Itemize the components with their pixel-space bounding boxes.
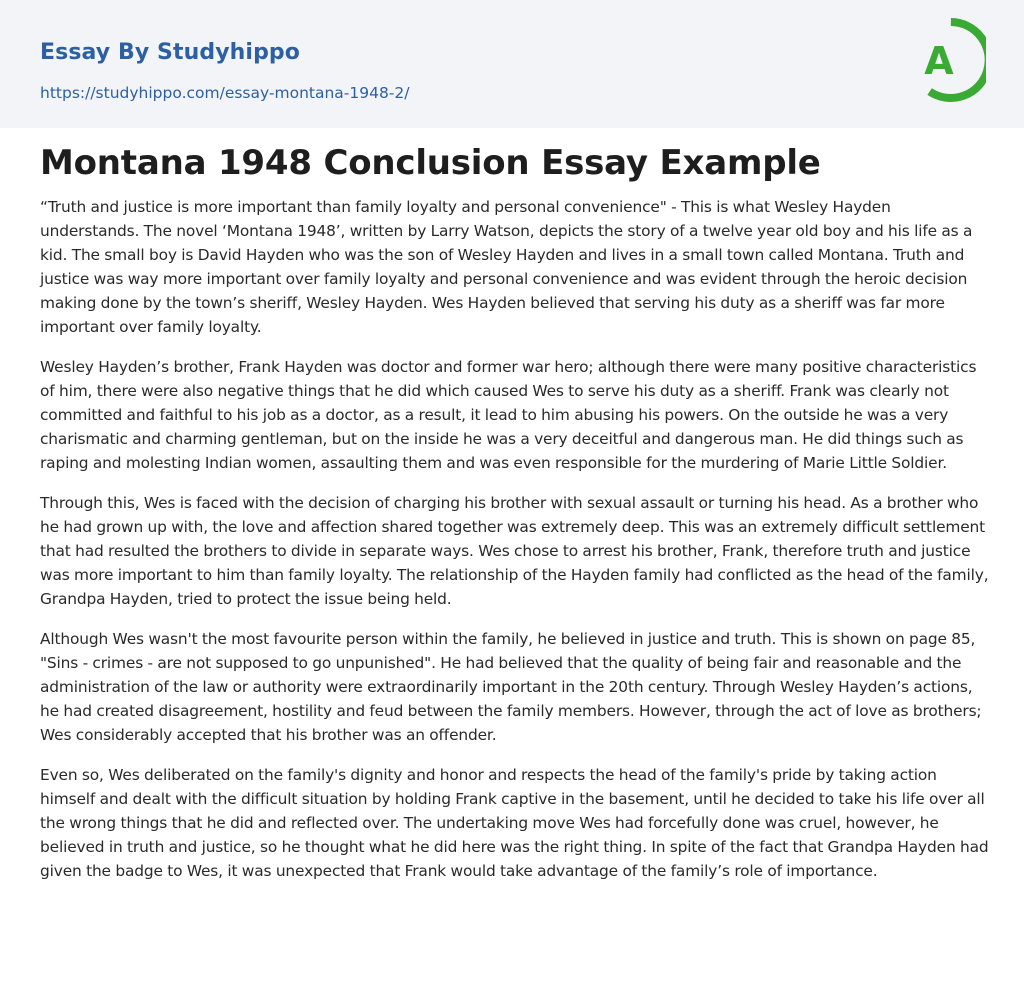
page-title: Montana 1948 Conclusion Essay Example [40,143,821,183]
essay-paragraph: Wesley Hayden’s brother, Frank Hayden was doctor and former war hero; although there were many positive characteristics of him, there were also negative things that he did which caused Wes to serve his duty as a sheriff. Frank was clearly not committed and faithful to his job as a doctor, as a result, it lead to him abusing his powers. On the outside he was a very charismatic and charming gentleman, but on the inside he was a very deceitful and dangerous man. He did things such as raping and molesting Indian women, assaulting them and was even responsible for the murdering of Marie Little Soldier. [40,358,977,472]
essay-paragraph: Through this, Wes is faced with the decision of charging his brother with sexual assault or turning his head. As a brother who he had grown up with, the love and affection shared together was extremely deep. This was an extremely difficult settlement that had resulted the brothers to divide in separate ways. Wes chose to arrest his brother, Frank, therefore truth and justice was more important to him than family loyalty. The relationship of the Hayden family had conflicted as the head of the family, Grandpa Hayden, tried to protect the issue being held. [40,494,989,608]
site-header [0,0,1024,128]
site-title[interactable]: Essay By Studyhippo [40,40,300,65]
essay-paragraph: “Truth and justice is more important than family loyalty and personal convenience" - This is what Wesley Hayden understands. The novel ‘Montana 1948’, written by Larry Watson, depicts the story of a twelve year old boy and his life as a kid. The small boy is David Hayden who was the son of Wesley Hayden and lives in a small town called Montana. Truth and justice was way more important over family loyalty and personal convenience and was evident through the heroic decision making done by the town’s sheriff, Wesley Hayden. Wes Hayden believed that serving his duty as a sheriff was far more important over family loyalty. [40,198,973,336]
essay-paragraph: Although Wes wasn't the most favourite person within the family, he believed in justice and truth. This is shown on page 85, "Sins - crimes - are not supposed to go unpunished". He had believed that the quality of being fair and reasonable and the administration of the law or authority were extraordinarily important in the 20th century. Through Wesley Hayden’s actions, he had created disagreement, hostility and feud between the family members. However, through the act of love as brothers; Wes considerably accepted that his brother was an offender. [40,630,982,744]
studyhippo-logo-icon[interactable] [910,18,986,106]
logo-letter: A [924,39,954,83]
essay-body [40,195,990,899]
essay-url-link[interactable]: https://studyhippo.com/essay-montana-1948-2/ [40,84,410,102]
essay-paragraph: Even so, Wes deliberated on the family's dignity and honor and respects the head of the family's pride by taking action himself and dealt with the difficult situation by holding Frank captive in the basement, until he decided to take his life over all the wrong things that he did and reflected over. The undertaking move Wes had forcefully done was cruel, however, he believed in truth and justice, so he thought what he did here was the right thing. In spite of the fact that Grandpa Hayden had given the badge to Wes, it was unexpected that Frank would take advantage of the family’s role of importance. [40,766,989,880]
